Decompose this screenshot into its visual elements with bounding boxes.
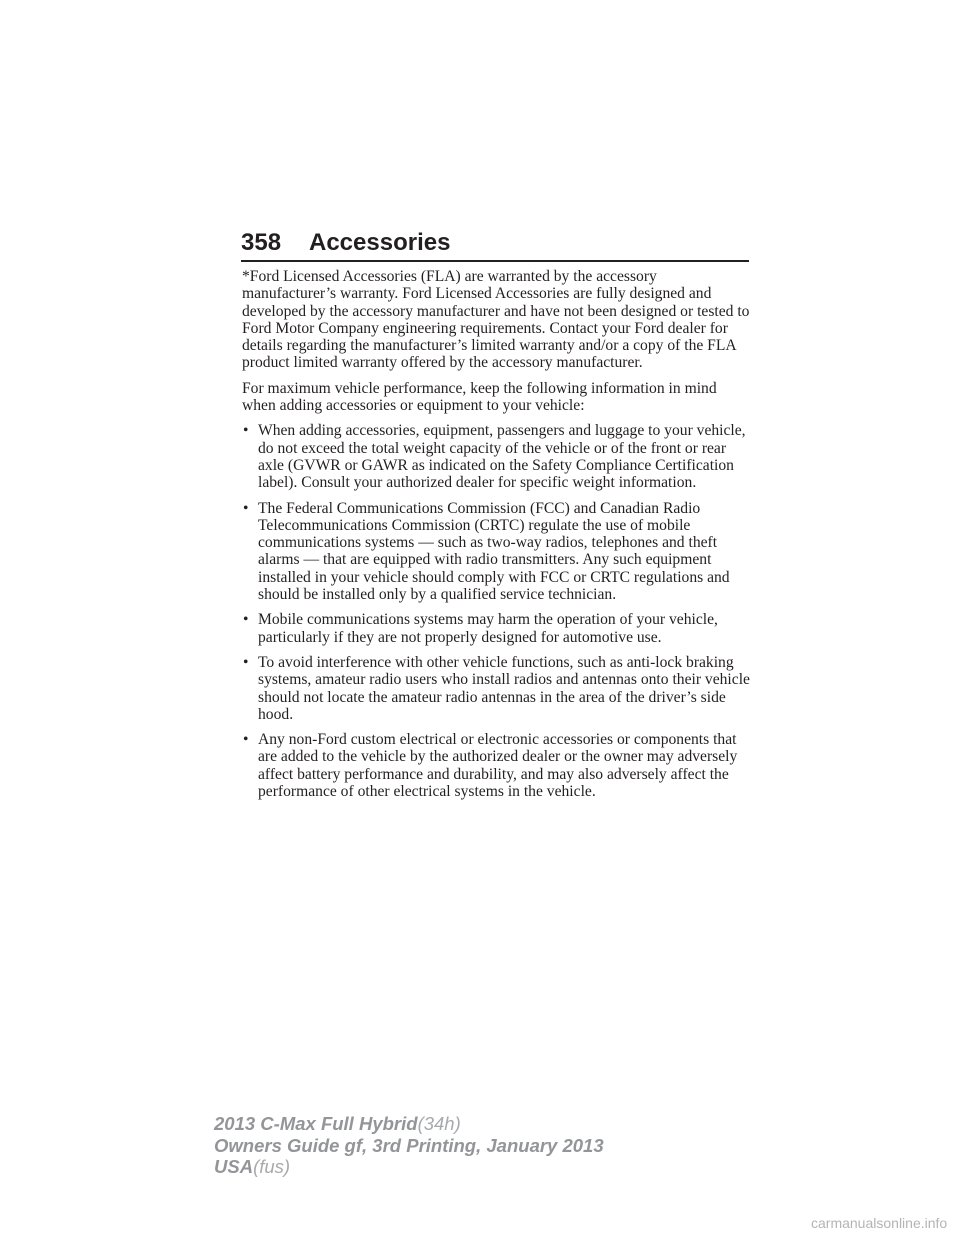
footer-model-code: (34h) [417, 1113, 461, 1134]
performance-intro-paragraph: For maximum vehicle performance, keep the following information in mind when adding accessories or equipment to your vehicle: [242, 379, 717, 415]
section-title: Accessories [309, 229, 451, 256]
list-item-amateur-radio [242, 654, 750, 723]
bullet-icon: • [243, 611, 249, 629]
bullet-icon: • [243, 422, 249, 440]
warranty-paragraph: *Ford Licensed Accessories (FLA) are warranted by the accessory manufacturer’s warranty. Ford Licensed Accessories are fully designed and developed by the accessory manufacturer and have not been designed or tested to Ford Motor Company engineering requirements. Contact your Ford dealer for details regarding the manufacturer’s limited warranty and/or a copy of the FLA product limited warranty offered by the accessory manufacturer. [242, 268, 750, 372]
page-body [242, 268, 750, 808]
list-item-text: Mobile communications systems may harm the operation of your vehicle, particularly if they are not properly designed for automotive use. [258, 611, 718, 646]
bullet-icon: • [243, 653, 249, 671]
list-item-text: The Federal Communications Commission (FCC) and Canadian Radio Telecommunications Commission (CRTC) regulate the use of mobile communications systems — such as two-way radios, telephones and theft alarms — that are equipped with radio transmitters. Any such equipment installed in your vehicle should comply with FCC or CRTC regulations and should be installed only by a qualified service technician. [258, 499, 730, 604]
list-item-mobile-communications [242, 611, 750, 646]
page-header [241, 228, 749, 262]
page-number: 358 [241, 229, 282, 256]
footer-market-code: (fus) [253, 1156, 291, 1177]
bullet-icon: • [243, 731, 249, 749]
footer-line-model [214, 1113, 604, 1135]
list-item-text: Any non-Ford custom electrical or electronic accessories or components that are added to the vehicle by the authorized dealer or the owner may adversely affect battery performance and durability, and may also adversely affect the performance of other electrical systems in the vehicle. [258, 731, 738, 801]
accessory-guidelines-list [242, 422, 750, 800]
list-item-text: To avoid interference with other vehicle functions, such as anti-lock braking systems, amateur radio users who install radios and antennas onto their vehicle should not locate the amateur radio antennas in the area of the driver’s side hood. [258, 653, 750, 723]
list-item-fcc-crtc [242, 500, 750, 604]
print-footer [214, 1113, 604, 1178]
list-item-text: When adding accessories, equipment, passengers and luggage to your vehicle, do not exceed the total weight capacity of the vehicle or of the front or rear axle (GVWR or GAWR as indicated on the Safety Compliance Certification label). Consult your authorized dealer for specific weight information. [258, 422, 746, 492]
list-item-weight-capacity [242, 422, 750, 491]
footer-line-market [214, 1156, 604, 1178]
footer-printing: Owners Guide gf, 3rd Printing, January 2013 [214, 1134, 604, 1156]
list-item-non-ford-accessories [242, 731, 750, 800]
footer-market: USA [214, 1156, 254, 1177]
footer-model: 2013 C-Max Full Hybrid [214, 1113, 418, 1134]
footer-line-printing [214, 1135, 604, 1157]
watermark-text: carmanualsonline.info [811, 1215, 948, 1231]
bullet-icon: • [243, 499, 249, 517]
